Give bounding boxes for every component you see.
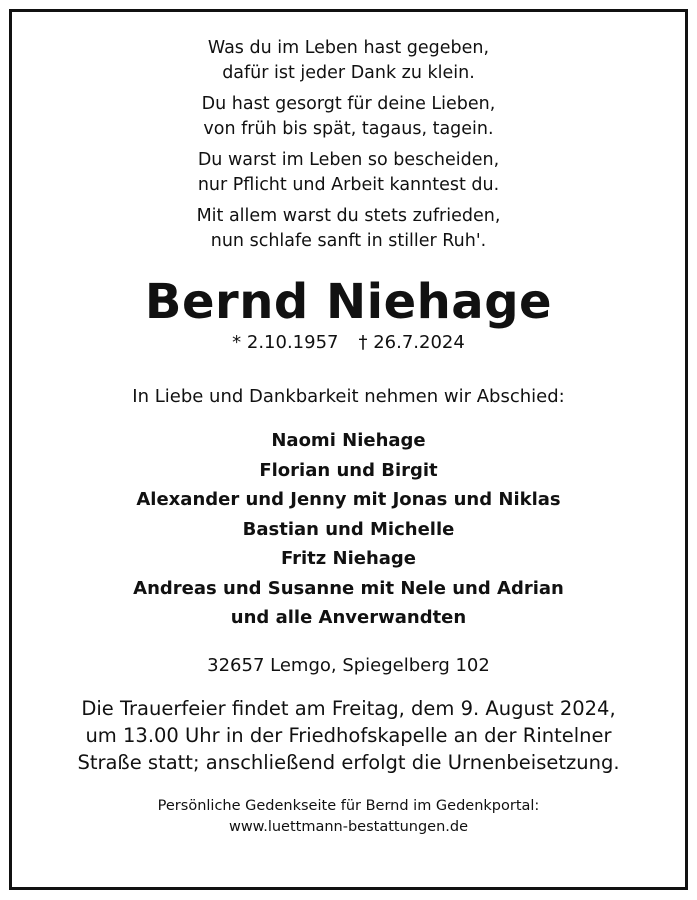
poem-line: nun schlafe sanft in stiller Ruh'. bbox=[210, 231, 487, 251]
poem-line: dafür ist jeder Dank zu klein. bbox=[222, 63, 475, 83]
poem-line: Was du im Leben hast gegeben, bbox=[207, 38, 490, 58]
obituary-content bbox=[12, 12, 685, 838]
mourner-line: Alexander und Jenny mit Jonas und Niklas bbox=[136, 489, 561, 510]
memorial-portal bbox=[12, 796, 685, 838]
ceremony-line: Straße statt; anschließend erfolgt die Urnenbeisetzung. bbox=[77, 750, 620, 774]
portal-text: Persönliche Gedenkseite für Bernd im Gedenkportal: bbox=[157, 797, 540, 814]
mourners-list bbox=[12, 426, 685, 633]
mourner-line: Bastian und Michelle bbox=[242, 518, 455, 540]
mourner-line: Fritz Niehage bbox=[280, 548, 417, 569]
poem-line: Du warst im Leben so bescheiden, bbox=[197, 150, 500, 170]
death-date: † 26.7.2024 bbox=[358, 332, 465, 353]
life-dates bbox=[12, 330, 685, 356]
mourner-line: Florian und Birgit bbox=[259, 459, 438, 481]
poem-line: Du hast gesorgt für deine Lieben, bbox=[201, 94, 496, 114]
obituary-frame bbox=[9, 9, 688, 890]
mourner-line: und alle Anverwandten bbox=[230, 607, 467, 628]
mourner-line: Andreas und Susanne mit Nele und Adrian bbox=[133, 577, 564, 599]
poem bbox=[12, 36, 685, 254]
portal-link[interactable]: www.luettmann-bestattungen.de bbox=[228, 818, 469, 835]
poem-stanza bbox=[12, 92, 685, 142]
farewell-intro: In Liebe und Dankbarkeit nehmen wir Abschied: bbox=[132, 386, 565, 407]
deceased-name: Bernd Niehage bbox=[144, 274, 553, 330]
poem-stanza bbox=[12, 148, 685, 198]
poem-line: nur Pflicht und Arbeit kanntest du. bbox=[197, 175, 500, 195]
ceremony-info bbox=[12, 695, 685, 776]
poem-stanza bbox=[12, 204, 685, 254]
poem-stanza bbox=[12, 36, 685, 86]
poem-line: von früh bis spät, tagaus, tagein. bbox=[203, 119, 494, 139]
ceremony-line: um 13.00 Uhr in der Friedhofskapelle an der Rintelner bbox=[85, 723, 612, 747]
family-address: 32657 Lemgo, Spiegelberg 102 bbox=[207, 654, 490, 676]
poem-line: Mit allem warst du stets zufrieden, bbox=[196, 206, 501, 226]
mourner-line: Naomi Niehage bbox=[271, 430, 426, 451]
birth-date: * 2.10.1957 bbox=[232, 332, 339, 353]
ceremony-line: Die Trauerfeier findet am Freitag, dem 9. August 2024, bbox=[81, 696, 616, 720]
